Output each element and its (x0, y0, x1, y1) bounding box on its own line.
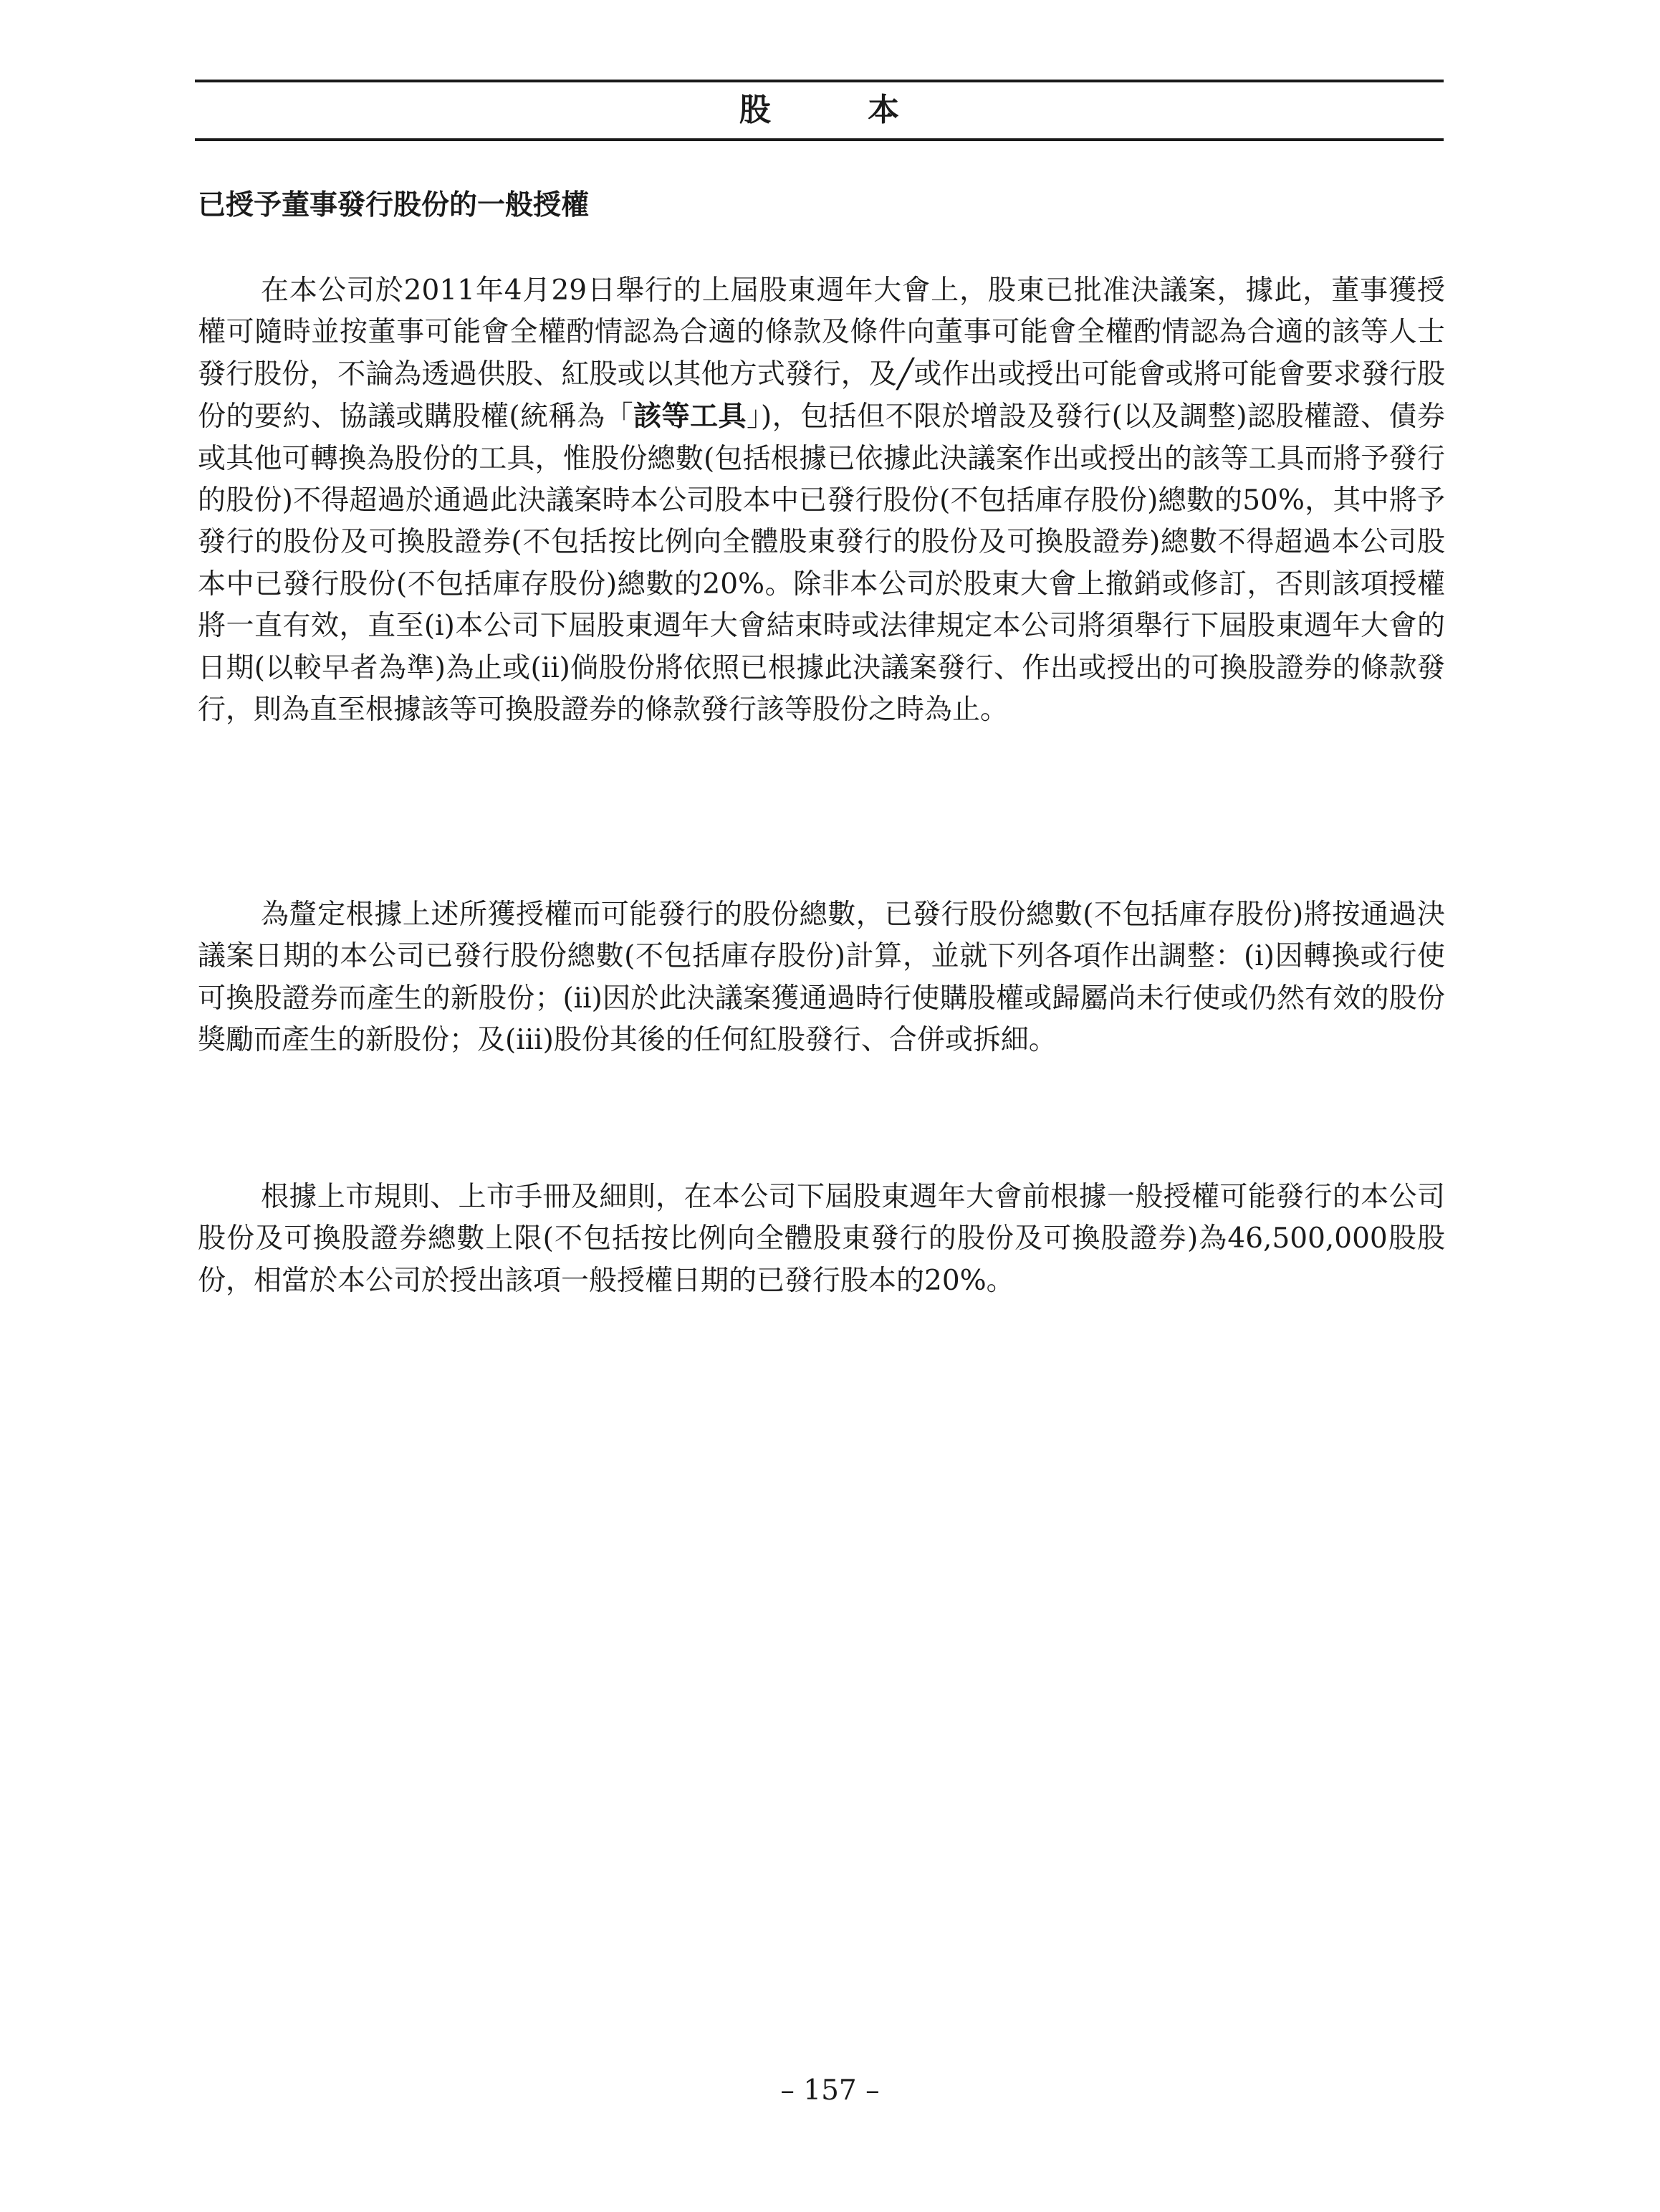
paragraph-share-calculation: 為釐定根據上述所獲授權而可能發行的股份總數，已發行股份總數(不包括庫存股份)將按通過決議案日期的本公司已發行股份總數(不包括庫存股份)計算，並就下列各項作出調整：(i)因轉換或行使可換股證券而產生的新股份；(ii)因於此決議案獲通過時行使購股權或歸屬尚未行使或仍然有效的股份獎勵而產生的新股份；及(iii)股份其後的任何紅股發行、合併或拆細。 (198, 899, 1445, 1057)
section-heading: 已授予董事發行股份的一般授權 (198, 188, 590, 221)
defined-term: 該等工具 (633, 400, 747, 434)
header-top-rule (195, 80, 1444, 82)
paragraph-text: 」)，包括但不限於增設及發行(以及調整)認股權證、債券或其他可轉換為股份的工具，惟股份總數(包括根據已依據此決議案作出或授出的該等工具而將予發行的股份)不得超過於通過此決議案時本公司股本中已發行股份(不包括庫存股份)總數的50%，其中將予發行的股份及可換股證券(不包括按比例向全體股東發行的股份及可換股證券)總數不得超過本公司股本中已發行股份(不包括庫存股份)總數的20%。除非本公司於股東大會上撤銷或修訂，否則該項授權將一直有效，直至(i)本公司下屆股東週年大會結束時或法律規定本公司將須舉行下屆股東週年大會的日期(以較早者為準)為止或(ii)倘股份將依照已根據此決議案發行、作出或授出的可換股證券的條款發行，則為直至根據該等可換股證券的條款發行該等股份之時為止。 (198, 401, 1445, 727)
paragraph-issue-limit: 根據上市規則、上市手冊及細則，在本公司下屆股東週年大會前根據一般授權可能發行的本公司股份及可換股證券總數上限(不包括按比例向全體股東發行的股份及可換股證券)為46,500,000股股份，相當於本公司於授出該項一般授權日期的已發行股本的20%。 (198, 1181, 1445, 1297)
paragraph-general-mandate (198, 270, 1445, 731)
header-bottom-rule (195, 138, 1444, 141)
page-number: – 157 – (780, 2074, 880, 2107)
paragraph-text: 在本公司於2011年4月29日舉行的上屆股東週年大會上，股東已批准決議案，據此，董事獲授權可隨時並按董事可能會全權酌情認為合適的條款及條件向董事可能會全權酌情認為合適的該等人士發行股份，不論為透過供股、紅股或以其他方式發行，及╱或作出或授出可能會或將可能會要求發行股份的要約、協議或購股權(統稱為「 (198, 274, 1445, 434)
page-header-title: 股 本 (739, 92, 943, 128)
